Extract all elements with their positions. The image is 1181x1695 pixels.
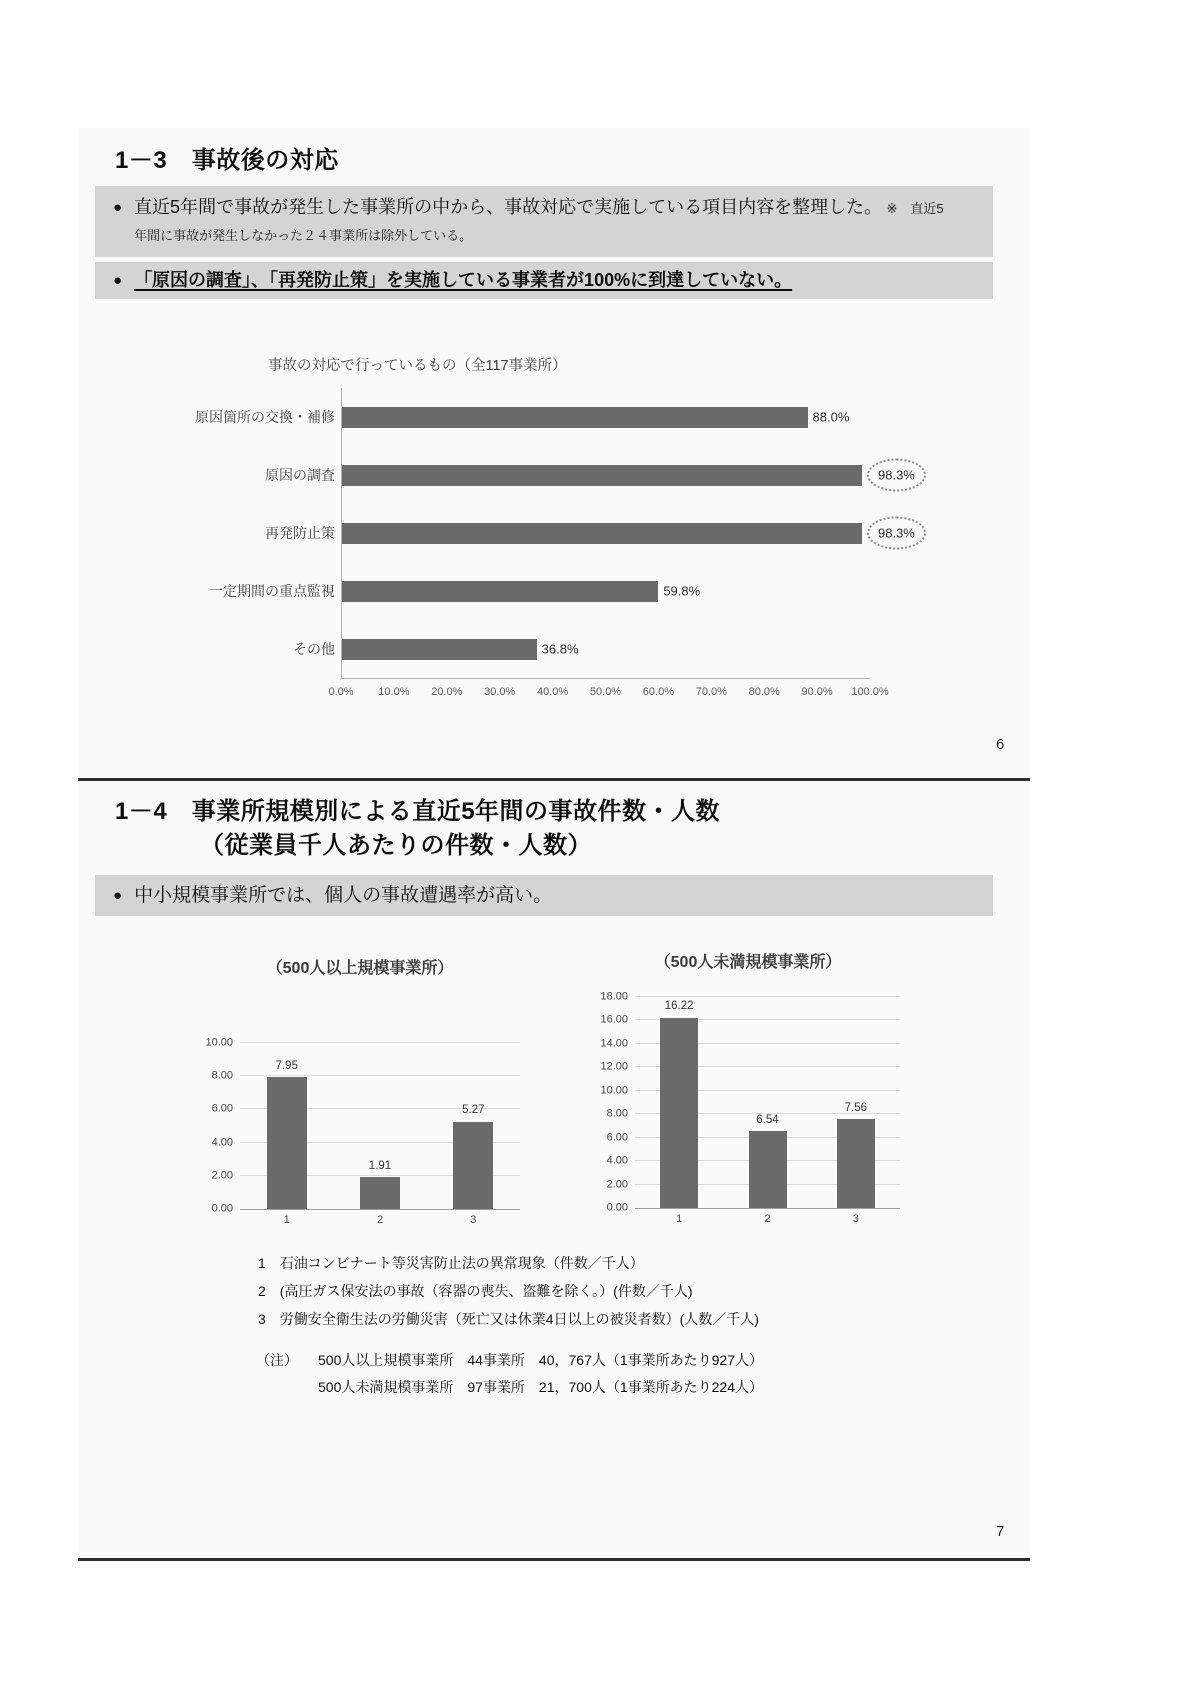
legend-item-1: 1 石油コンビナート等災害防止法の異常現象（件数／千人） xyxy=(258,1255,644,1271)
bar xyxy=(360,1177,400,1209)
hbar-category-label: 原因箇所の交換・補修 xyxy=(195,409,335,425)
y-tick-label: 8.00 xyxy=(211,1069,233,1082)
footnotes xyxy=(256,1347,763,1401)
slide7-bullet1-text: 中小規模事業所では、個人の事故遭遇率が高い。 xyxy=(134,885,553,906)
legend-item-2: 2 (高圧ガス保安法の事故（容器の喪失、盗難を除く。）(件数／千人) xyxy=(258,1283,693,1299)
x-category-label: 3 xyxy=(470,1214,477,1226)
hbar-value-label: 59.8% xyxy=(663,583,701,599)
x-category-label: 2 xyxy=(376,1214,384,1226)
slide7-title-line2: （従業員千人あたりの件数・人数） xyxy=(200,832,592,859)
y-tick-label: 4.00 xyxy=(211,1136,233,1149)
legend-item-3: 3 労働安全衛生法の労働災害（死亡又は休業4日以上の被災者数）(人数／千人) xyxy=(258,1311,759,1327)
right-chart-title: （500人未満規模事業所） xyxy=(654,954,842,971)
page-number-6: 6 xyxy=(996,736,1005,753)
hbar-x-tick-label: 60.0% xyxy=(642,686,674,698)
page-number-7: 7 xyxy=(996,1523,1005,1540)
gridline xyxy=(240,1042,520,1043)
hbar-bar xyxy=(342,465,862,486)
slide6-bullet1-text: 直近5年間で事故が発生した事業所の中から、事故対応で実施している項目内容を整理した。 xyxy=(134,197,883,217)
hbar-x-tick-label: 20.0% xyxy=(431,686,463,698)
hbar-bar xyxy=(342,523,862,544)
slide6-bullet1-note: ※ 直近5年間に事故が発生しなかった２４事業所は除外している。 xyxy=(134,201,944,243)
accident-response-bar-chart xyxy=(98,388,915,678)
y-tick-label: 14.00 xyxy=(600,1037,628,1050)
slide6-callout-finding xyxy=(95,262,993,299)
hbar-bar xyxy=(342,639,537,660)
hbar-x-tick-label: 100.0% xyxy=(851,686,889,698)
footnote-line-2 xyxy=(256,1374,763,1401)
hbar-track xyxy=(341,388,871,446)
hbar-row xyxy=(98,388,870,446)
bar-value-label: 6.54 xyxy=(756,1113,779,1126)
bullet-icon: ● xyxy=(113,199,123,216)
hbar-chart-title: 事故の対応で行っているもの（全117事業所） xyxy=(268,358,567,374)
y-tick-label: 2.00 xyxy=(606,1178,628,1191)
hbar-track xyxy=(341,504,915,562)
hbar-row xyxy=(98,504,915,562)
hbar-value-label: 88.0% xyxy=(812,409,850,425)
chart-legend xyxy=(258,1249,759,1333)
footnote-prefix: （注） xyxy=(256,1352,298,1368)
slide7-callout-finding xyxy=(95,875,993,916)
slide-6 xyxy=(78,128,1030,781)
bar-value-label: 5.27 xyxy=(462,1104,485,1117)
hbar-chart-x-axis xyxy=(328,678,889,703)
gridline xyxy=(635,996,900,997)
bar xyxy=(660,1018,698,1208)
hbar-x-tick-label: 40.0% xyxy=(536,686,569,698)
hbar-track xyxy=(341,620,871,678)
hbar-track xyxy=(341,562,871,620)
bullet-icon: ● xyxy=(113,272,123,289)
hbar-value-label: 98.3% xyxy=(867,459,926,492)
x-category-label: 3 xyxy=(852,1213,859,1225)
x-category-label: 1 xyxy=(283,1214,290,1226)
bar xyxy=(837,1119,875,1208)
bar-value-label: 7.95 xyxy=(275,1059,298,1072)
y-tick-label: 18.00 xyxy=(600,990,628,1003)
hbar-x-tick-label: 80.0% xyxy=(748,686,780,698)
bar xyxy=(749,1131,787,1208)
footnote-text-1: 500人以上規模事業所 44事業所 40，767人（1事業所あたり927人） xyxy=(318,1352,764,1368)
slide6-bullet2-text: 「原因の調査」、「再発防止策」を実施している事業者が100%に到達していない。 xyxy=(134,270,793,290)
y-tick-label: 12.00 xyxy=(600,1060,628,1073)
hbar-x-tick-label: 90.0% xyxy=(801,686,833,698)
y-tick-label: 10.00 xyxy=(600,1084,628,1097)
bar xyxy=(267,1077,307,1209)
hbar-category-label: 一定期間の重点監視 xyxy=(209,583,335,599)
slide6-callout-summary xyxy=(95,186,993,257)
bar-value-label: 7.56 xyxy=(844,1101,868,1114)
y-tick-label: 0.00 xyxy=(606,1201,628,1214)
bullet-icon: ● xyxy=(113,887,123,904)
small-establishments-bar-chart xyxy=(600,990,900,1225)
left-chart-title: （500人以上規模事業所） xyxy=(266,960,454,977)
hbar-bar xyxy=(342,581,658,602)
slide6-title: 1－3 事故後の対応 xyxy=(115,147,339,174)
y-tick-label: 6.00 xyxy=(606,1131,628,1144)
footnote-line-1 xyxy=(256,1347,763,1374)
y-tick-label: 10.00 xyxy=(205,1036,233,1049)
footnote-prefix-spacer xyxy=(256,1374,318,1401)
x-category-label: 2 xyxy=(764,1213,771,1225)
hbar-x-tick-label: 50.0% xyxy=(589,686,622,698)
bar-value-label: 1.91 xyxy=(368,1159,392,1172)
hbar-track xyxy=(341,446,915,504)
hbar-x-tick-label: 0.0% xyxy=(328,686,354,698)
y-tick-label: 8.00 xyxy=(606,1107,628,1120)
slide7-title-line1: 1－4 事業所規模別による直近5年間の事故件数・人数 xyxy=(115,798,721,825)
hbar-value-label: 98.3% xyxy=(867,517,926,550)
x-category-label: 1 xyxy=(676,1213,683,1225)
hbar-bar xyxy=(342,407,808,428)
y-tick-label: 16.00 xyxy=(600,1013,628,1026)
y-tick-label: 6.00 xyxy=(211,1102,233,1115)
bar xyxy=(453,1122,493,1209)
hbar-row xyxy=(98,562,870,620)
hbar-row xyxy=(98,446,915,504)
hbar-value-label: 36.8% xyxy=(541,641,579,657)
hbar-x-tick-label: 70.0% xyxy=(695,686,727,698)
hbar-category-label: 原因の調査 xyxy=(265,467,335,483)
bar-value-label: 16.22 xyxy=(664,1000,694,1013)
hbar-category-label: 再発防止策 xyxy=(265,525,335,541)
hbar-category-label: その他 xyxy=(293,641,335,657)
large-establishments-bar-chart xyxy=(205,1036,520,1226)
hbar-row xyxy=(98,620,870,678)
footnote-text-2: 500人未満規模事業所 97事業所 21，700人（1事業所あたり224人） xyxy=(318,1379,764,1395)
y-tick-label: 0.00 xyxy=(211,1202,233,1215)
y-tick-label: 4.00 xyxy=(606,1154,628,1167)
slide-7 xyxy=(78,781,1030,1561)
y-tick-label: 2.00 xyxy=(211,1169,233,1182)
hbar-x-tick-label: 30.0% xyxy=(484,686,516,698)
hbar-x-tick-label: 10.0% xyxy=(378,686,410,698)
